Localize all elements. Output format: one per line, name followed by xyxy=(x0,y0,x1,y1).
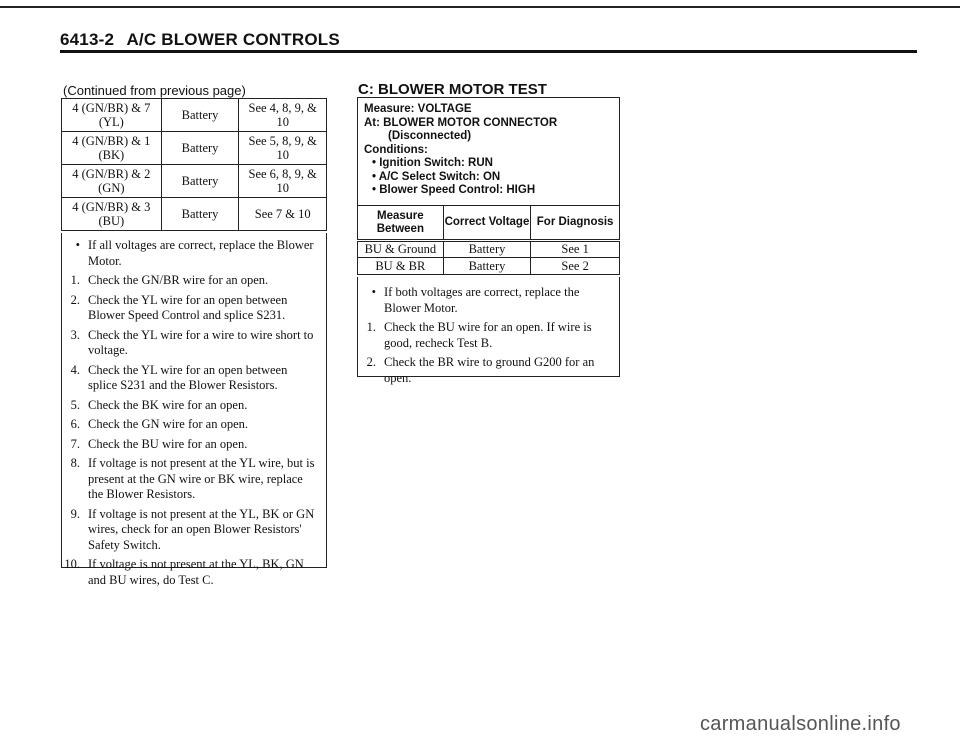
list-text: Check the GN/BR wire for an open. xyxy=(88,273,269,287)
correct-voltage-cell: Battery xyxy=(161,132,239,165)
list-marker: 10. xyxy=(64,557,80,571)
measure-cell: 4 (GN/BR) & 2 (GN) xyxy=(62,165,162,198)
header-correct-voltage: Correct Voltage xyxy=(443,206,531,241)
table-row xyxy=(358,258,620,275)
table-row xyxy=(62,165,327,198)
list-text: Check the BK wire for an open. xyxy=(88,397,248,412)
diagnosis-cell: See 1 xyxy=(531,241,620,258)
section-code: 6413-2 xyxy=(60,30,115,49)
correct-voltage-cell: Battery xyxy=(161,99,239,132)
list-marker: 7. xyxy=(70,436,80,451)
right-instructions-list xyxy=(358,277,619,386)
list-item xyxy=(62,456,326,503)
condition-text: A/C Select Switch: ON xyxy=(378,170,501,183)
list-marker: 6. xyxy=(70,417,80,431)
list-marker: 3. xyxy=(70,327,80,342)
diagnosis-cell: See 7 & 10 xyxy=(239,198,327,231)
table-row xyxy=(358,241,620,258)
list-marker: • xyxy=(75,238,80,252)
measure-cell: BU & BR xyxy=(358,258,444,275)
table-row xyxy=(62,132,327,165)
condition-item xyxy=(364,171,619,185)
left-instructions-list xyxy=(62,233,326,588)
list-item xyxy=(358,285,619,316)
list-marker: • xyxy=(371,285,376,299)
list-marker: 2. xyxy=(70,292,80,307)
condition-item xyxy=(364,157,619,171)
list-item xyxy=(62,417,326,433)
bullet-icon: • xyxy=(372,184,380,196)
test-conditions-box xyxy=(357,97,620,205)
left-voltage-table xyxy=(61,98,327,231)
title-rule xyxy=(60,50,917,53)
list-marker: 2. xyxy=(366,355,376,369)
measure-cell: 4 (GN/BR) & 7 (YL) xyxy=(62,99,162,132)
correct-voltage-cell: Battery xyxy=(161,198,239,231)
list-text: Check the BU wire for an open. If wire is good, recheck Test B. xyxy=(384,320,592,350)
list-text: If voltage is not present at the YL, BK or GN wires, check for an open Blower Resistors' Safety Switch. xyxy=(88,506,315,552)
right-instructions-box xyxy=(357,277,620,385)
conditions-label: Conditions: xyxy=(364,143,428,156)
list-item xyxy=(62,273,326,289)
list-text: Check the BR wire to ground G200 for an open. xyxy=(384,355,595,385)
list-marker: 1. xyxy=(70,273,80,287)
header-for-diagnosis: For Diagnosis xyxy=(531,206,620,241)
list-text: Check the BU wire for an open. xyxy=(88,436,248,451)
diagnosis-cell: See 4, 8, 9, & 10 xyxy=(239,99,327,132)
list-item xyxy=(62,328,326,359)
list-marker: 4. xyxy=(70,362,80,377)
measure-cell: BU & Ground xyxy=(358,241,444,258)
list-marker: 8. xyxy=(70,456,80,470)
correct-voltage-cell: Battery xyxy=(443,241,531,258)
watermark: carmanualsonline.info xyxy=(700,713,901,735)
list-item xyxy=(62,557,326,588)
table-row xyxy=(62,198,327,231)
list-item xyxy=(62,363,326,394)
list-marker: 1. xyxy=(366,320,376,334)
blower-motor-test-title: C: BLOWER MOTOR TEST xyxy=(358,81,547,98)
disconnected-note: (Disconnected) xyxy=(388,130,472,142)
list-item xyxy=(62,398,326,414)
list-text: Check the YL wire for an open between Blower Speed Control and splice S231. xyxy=(88,292,288,322)
list-item xyxy=(62,238,326,269)
page-title xyxy=(60,30,340,50)
measure-cell: 4 (GN/BR) & 3 (BU) xyxy=(62,198,162,231)
header-measure-between: Measure Between xyxy=(358,206,444,241)
list-text: If both voltages are correct, replace the Blower Motor. xyxy=(384,285,580,315)
list-marker: 9. xyxy=(70,506,80,521)
list-text: If voltage is not present at the YL wire, but is present at the GN wire or BK wire, replace the Blower Resistors. xyxy=(88,456,315,501)
list-item xyxy=(358,355,619,386)
list-item xyxy=(358,320,619,351)
correct-voltage-cell: Battery xyxy=(443,258,531,275)
section-title: A/C BLOWER CONTROLS xyxy=(126,30,340,49)
list-text: Check the YL wire for an open between splice S231 and the Blower Resistors. xyxy=(88,362,288,392)
diagnosis-cell: See 6, 8, 9, & 10 xyxy=(239,165,327,198)
condition-item xyxy=(364,184,619,198)
measure-cell: 4 (GN/BR) & 1 (BK) xyxy=(62,132,162,165)
measure-line: Measure: VOLTAGE xyxy=(364,103,472,115)
diagnosis-cell: See 2 xyxy=(531,258,620,275)
bullet-icon: • xyxy=(372,157,380,169)
list-item xyxy=(62,437,326,453)
at-line: At: BLOWER MOTOR CONNECTOR xyxy=(364,116,558,129)
top-rule xyxy=(0,6,960,8)
blower-motor-test-table xyxy=(357,205,620,275)
continued-note: (Continued from previous page) xyxy=(63,83,246,98)
list-marker: 5. xyxy=(70,397,80,412)
list-text: If all voltages are correct, replace the Blower Motor. xyxy=(88,238,314,268)
list-text: If voltage is not present at the YL, BK, GN and BU wires, do Test C. xyxy=(88,557,304,587)
condition-text: Ignition Switch: RUN xyxy=(379,157,493,169)
correct-voltage-cell: Battery xyxy=(161,165,239,198)
list-text: Check the GN wire for an open. xyxy=(88,417,249,431)
bullet-icon: • xyxy=(372,170,379,183)
left-instructions-box xyxy=(61,233,327,587)
condition-text: Blower Speed Control: HIGH xyxy=(379,184,536,196)
table-row xyxy=(62,99,327,132)
list-item xyxy=(62,293,326,324)
list-item xyxy=(62,507,326,554)
list-text: Check the YL wire for a wire to wire short to voltage. xyxy=(88,327,314,357)
diagnosis-cell: See 5, 8, 9, & 10 xyxy=(239,132,327,165)
